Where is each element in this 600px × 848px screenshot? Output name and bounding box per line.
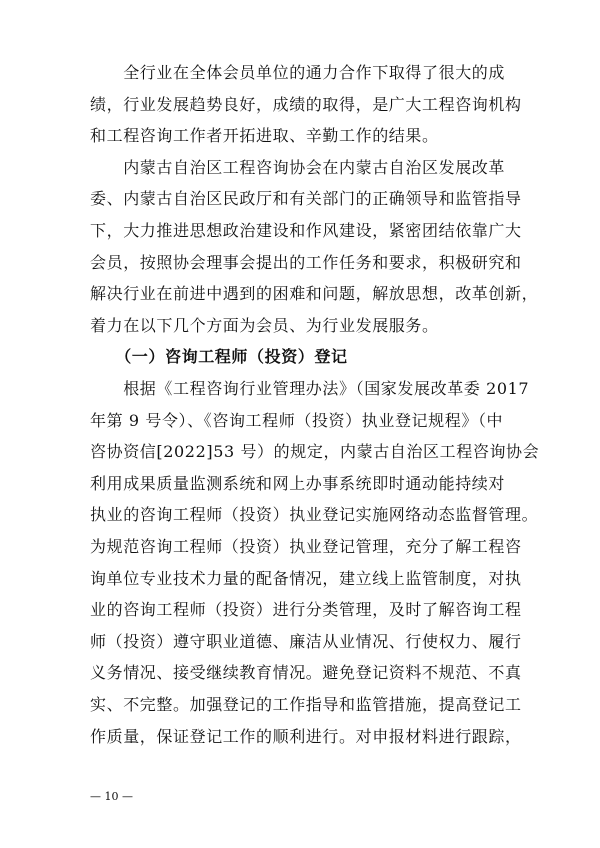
text-line: 咨协资信[2022]53 号）的规定，内蒙古自治区工程咨询协会 — [90, 442, 540, 462]
text-line: 义务情况、接受继续教育情况。避免登记资料不规范、不真 — [90, 663, 522, 683]
text-line: 全行业在全体会员单位的通力合作下取得了很大的成 — [90, 63, 506, 82]
text-line: 内蒙古自治区工程咨询协会在内蒙古自治区发展改革 — [90, 157, 506, 177]
text-line: 会员，按照协会理事会提出的工作任务和要求，积极研究和 — [90, 252, 522, 272]
text-line: 业的咨询工程师（投资）进行分类管理，及时了解咨询工程 — [90, 600, 522, 620]
text-line: 利用成果质量监测系统和网上办事系统即时通动能持续对 — [90, 473, 506, 493]
text-line: 为规范咨询工程师（投资）执业登记管理，充分了解工程咨 — [90, 537, 522, 556]
text-line: 执业的咨询工程师（投资）执业登记实施网络动态监督管理。 — [90, 505, 539, 525]
text-line: 下，大力推进思想政治建设和作风建设，紧密团结依靠广大 — [90, 221, 522, 240]
page-number: — 10 — — [90, 790, 133, 803]
text-line: 根据《工程咨询行业管理办法》（国家发展改革委 2017 — [90, 379, 530, 398]
text-line: 询单位专业技术力量的配备情况，建立线上监管制度，对执 — [90, 568, 522, 588]
text-line: 着力在以下几个方面为会员、为行业发展服务。 — [90, 315, 439, 335]
text-line: 委、内蒙古自治区民政厅和有关部门的正确领导和监管指导 — [90, 189, 522, 209]
text-line: 实、不完整。加强登记的工作指导和监管措施，提高登记工 — [90, 695, 522, 714]
section-heading: （一）咨询工程师（投资）登记 — [90, 347, 348, 367]
text-line: 师（投资）遵守职业道德、廉洁从业情况、行使权力、履行 — [90, 631, 522, 651]
text-line: 年第 9 号令）、《咨询工程师（投资）执业登记规程》（中 — [90, 410, 504, 430]
text-line: 解决行业在前进中遇到的困难和问题，解放思想，改革创新， — [90, 284, 539, 304]
text-line: 和工程咨询工作者开拓进取、辛勤工作的结果。 — [90, 126, 439, 146]
text-line: 绩，行业发展趋势良好，成绩的取得，是广大工程咨询机构 — [90, 94, 522, 114]
text-line: 作质量，保证登记工作的顺利进行。对申报材料进行跟踪， — [90, 726, 522, 746]
